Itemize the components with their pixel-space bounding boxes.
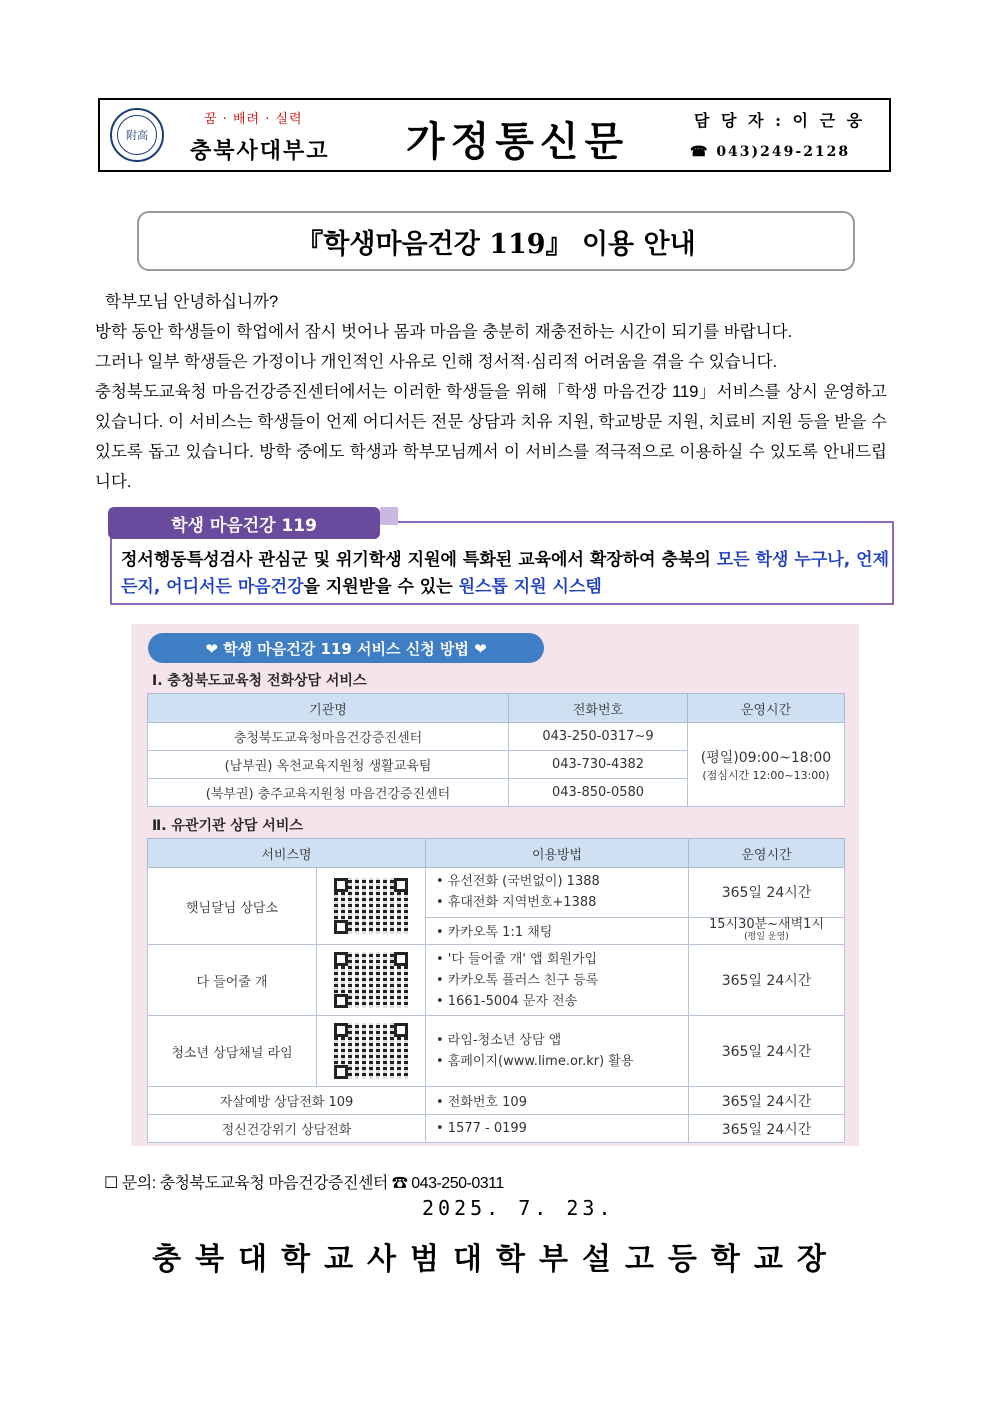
col-header-method: 이용방법 bbox=[426, 839, 689, 868]
service-methods bbox=[426, 868, 689, 918]
table-row bbox=[148, 1087, 845, 1115]
principal-signature: 충북대학교사범대학부설고등학교장 bbox=[152, 1242, 840, 1277]
body-line-1: 방학 동안 학생들이 학업에서 잠시 벗어나 몸과 마음을 충분히 재충전하는 시간이 되기를 바랍니다. bbox=[95, 323, 793, 341]
body-line-3: 충청북도교육청 마음건강증진센터에서는 이러한 학생들을 위해「학생 마음건강 119」서비스를 상시 운영하고 있습니다. 이 서비스는 학생들이 언제 어디서든 전문 상담과 치유 지원, 학교방문 지원, 치료비 지원 등을 받을 수 있도록 돕고 있습니다. 방학 중에도 학생과 학부모님께서 이 서비스를 적극적으로 이용하실 수 있도록 안내드립니다. bbox=[95, 383, 887, 491]
service-name: 정신건강위기 상담전화 bbox=[148, 1115, 426, 1143]
service-method: • 전화번호 109 bbox=[426, 1087, 689, 1115]
highlight-text bbox=[121, 547, 889, 601]
related-service-table bbox=[147, 838, 845, 1143]
method-item: • 홈페이지(www.lime.or.kr) 활용 bbox=[436, 1054, 634, 1069]
service-method: • 1577 - 0199 bbox=[426, 1115, 689, 1143]
agency-phone: 043-250-0317~9 bbox=[509, 723, 688, 751]
col-header-service: 서비스명 bbox=[148, 839, 426, 868]
service-hours: 365일 24시간 bbox=[689, 1087, 845, 1115]
col-header-hours: 운영시간 bbox=[688, 694, 845, 723]
agency-name: (북부권) 충주교육지원청 마음건강증진센터 bbox=[148, 779, 509, 807]
method-item: • 휴대전화 지역번호+1388 bbox=[436, 895, 597, 911]
service-name: 청소년 상담채널 라임 bbox=[148, 1016, 317, 1087]
tab-decoration bbox=[380, 507, 398, 525]
method-item: • 카카오톡 플러스 친구 등록 bbox=[436, 972, 599, 988]
table-row bbox=[148, 868, 845, 918]
notice-title: 『학생마음건강 119』 이용 안내 bbox=[137, 211, 855, 271]
school-name: 충북사대부고 bbox=[190, 138, 330, 164]
service-methods bbox=[426, 945, 689, 1016]
agency-name: (남부권) 옥천교육지원청 생활교육팀 bbox=[148, 751, 509, 779]
contact-phone: ☎ 043)249-2128 bbox=[690, 144, 851, 160]
infographic-banner: ❤ 학생 마음건강 119 서비스 신청 방법 ❤ bbox=[148, 633, 544, 663]
document-title: 가정통신문 bbox=[406, 119, 630, 165]
qr-cell bbox=[317, 1016, 426, 1087]
agency-phone: 043-730-4382 bbox=[509, 751, 688, 779]
inquiry-contact: ☐ 문의: 충청북도교육청 마음건강증진센터 ☎ 043-250-0311 bbox=[104, 1175, 504, 1192]
service-methods bbox=[426, 1016, 689, 1087]
table-row bbox=[148, 723, 845, 751]
highlight-tab: 학생 마음건강 119 bbox=[108, 507, 380, 539]
phone-service-table bbox=[147, 693, 845, 807]
manager-name: 담 당 자 : 이 근 웅 bbox=[694, 111, 866, 130]
section2-heading: Ⅱ. 유관기관 상담 서비스 bbox=[152, 818, 303, 834]
table-row bbox=[148, 945, 845, 1016]
qr-code-icon bbox=[334, 1023, 408, 1079]
school-logo bbox=[110, 108, 164, 162]
qr-code-icon bbox=[334, 952, 408, 1008]
agency-name: 충청북도교육청마음건강증진센터 bbox=[148, 723, 509, 751]
school-emblem-text: 附高 bbox=[117, 115, 157, 155]
qr-code-icon bbox=[334, 878, 408, 934]
service-hours: 365일 24시간 bbox=[689, 868, 845, 918]
service-hours: 365일 24시간 bbox=[689, 945, 845, 1016]
highlight-text-a: 정서행동특성검사 관심군 및 위기학생 지원에 특화된 교육에서 확장하여 충북의 bbox=[121, 550, 717, 570]
school-motto: 꿈 · 배려 · 실력 bbox=[204, 112, 303, 127]
service-hours: 365일 24시간 bbox=[689, 1016, 845, 1087]
service-name: 자살예방 상담전화 109 bbox=[148, 1087, 426, 1115]
service-hours: 15시30분~새벽1시 bbox=[708, 916, 825, 932]
agency-phone: 043-850-0580 bbox=[509, 779, 688, 807]
service-name: 다 들어줄 개 bbox=[148, 945, 317, 1016]
service-name: 햇님달님 상담소 bbox=[148, 868, 317, 945]
method-item: • '다 들어줄 개' 앱 회원가입 bbox=[436, 951, 598, 967]
qr-cell bbox=[317, 945, 426, 1016]
table-row bbox=[148, 1115, 845, 1143]
service-hours-note: (평일 운영) bbox=[744, 931, 789, 942]
letter-header bbox=[98, 98, 891, 172]
table-row bbox=[148, 1016, 845, 1087]
col-header-hours: 운영시간 bbox=[689, 839, 845, 868]
highlight-text-c: 을 지원받을 수 있는 bbox=[303, 577, 459, 597]
service-hours-cell bbox=[689, 917, 845, 944]
highlight-text-b: 모든 학생 누구나, 언제든지, 어디서든 마음건강 bbox=[121, 550, 889, 597]
col-header-phone: 전화번호 bbox=[509, 694, 688, 723]
operating-hours-cell bbox=[688, 723, 845, 807]
operating-hours: (평일)09:00~18:00 bbox=[700, 749, 832, 766]
letter-body bbox=[95, 287, 887, 497]
col-header-agency: 기관명 bbox=[148, 694, 509, 723]
service-method: • 카카오톡 1:1 채팅 bbox=[426, 917, 689, 944]
highlight-text-d: 원스톱 지원 시스템 bbox=[458, 577, 602, 597]
operating-hours-note: (점심시간 12:00~13:00) bbox=[702, 768, 830, 782]
issue-date: 2025. 7. 23. bbox=[422, 1196, 615, 1220]
service-hours: 365일 24시간 bbox=[689, 1115, 845, 1143]
greeting: 학부모님 안녕하십니까? bbox=[105, 293, 279, 311]
qr-cell bbox=[317, 868, 426, 945]
body-line-2: 그러나 일부 학생들은 가정이나 개인적인 사유로 인해 정서적·심리적 어려움을 겪을 수 있습니다. bbox=[95, 353, 778, 371]
section1-heading: Ⅰ. 충청북도교육청 전화상담 서비스 bbox=[152, 673, 367, 689]
method-item: • 유선전화 (국번없이) 1388 bbox=[436, 874, 600, 890]
method-item: • 1661-5004 문자 전송 bbox=[436, 993, 578, 1009]
method-item: • 라임-청소년 상담 앱 bbox=[436, 1033, 562, 1048]
